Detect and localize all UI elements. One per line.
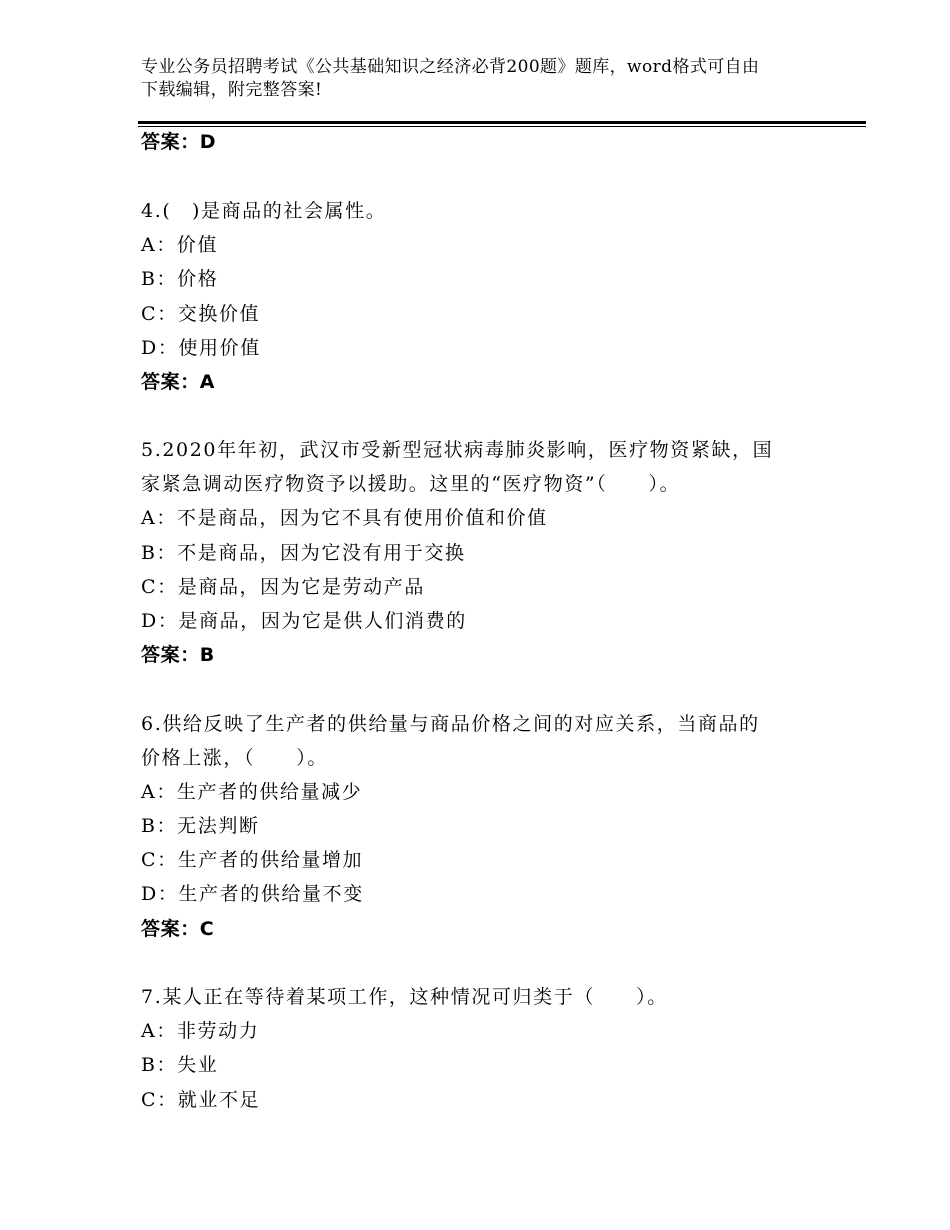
question-4-stem: 4.( )是商品的社会属性。 [141, 200, 387, 222]
question-4-option-d: D：使用价值 [141, 337, 261, 359]
question-7-option-c: C：就业不足 [141, 1089, 261, 1111]
question-5-stem-line-2: 家紧急调动医疗物资予以援助。这里的“医疗物资”（ ）。 [141, 473, 681, 495]
question-5-stem-line-1: 5.2020年年初，武汉市受新型冠状病毒肺炎影响，医疗物资紧缺，国 [141, 439, 774, 461]
question-5-option-d: D：是商品，因为它是供人们消费的 [141, 610, 467, 632]
question-7-option-b: B：失业 [141, 1054, 219, 1076]
question-4-answer: 答案：A [141, 371, 216, 393]
header-line-1: 专业公务员招聘考试《公共基础知识之经济必背200题》题库，word格式可自由 [141, 57, 760, 77]
header-line-2: 下载编辑，附完整答案! [141, 80, 323, 100]
question-6-answer: 答案：C [141, 918, 215, 940]
question-5-answer: 答案：B [141, 644, 215, 666]
header-rule-thick [138, 121, 866, 124]
question-5-option-a: A：不是商品，因为它不具有使用价值和价值 [141, 507, 548, 529]
answer-prev: 答案：D [141, 131, 217, 153]
page-header [141, 56, 821, 102]
question-4-option-b: B：价格 [141, 268, 219, 290]
question-7-stem: 7.某人正在等待着某项工作，这种情况可归类于（ ）。 [141, 986, 668, 1008]
question-6-option-c: C：生产者的供给量增加 [141, 849, 364, 871]
question-6-option-b: B：无法判断 [141, 815, 260, 837]
question-4-option-c: C：交换价值 [141, 303, 261, 325]
question-4-option-a: A：价值 [141, 234, 219, 256]
question-6-stem-line-1: 6.供给反映了生产者的供给量与商品价格之间的对应关系，当商品的 [141, 713, 760, 735]
question-6-stem-line-2: 价格上涨，（ ）。 [141, 747, 329, 769]
question-6-option-a: A：生产者的供给量减少 [141, 781, 363, 803]
question-5-option-b: B：不是商品，因为它没有用于交换 [141, 542, 466, 564]
question-7-option-a: A：非劳动力 [141, 1020, 260, 1042]
question-6-option-d: D：生产者的供给量不变 [141, 883, 364, 905]
question-5-option-c: C：是商品，因为它是劳动产品 [141, 576, 425, 598]
header-rule-thin [138, 126, 866, 127]
